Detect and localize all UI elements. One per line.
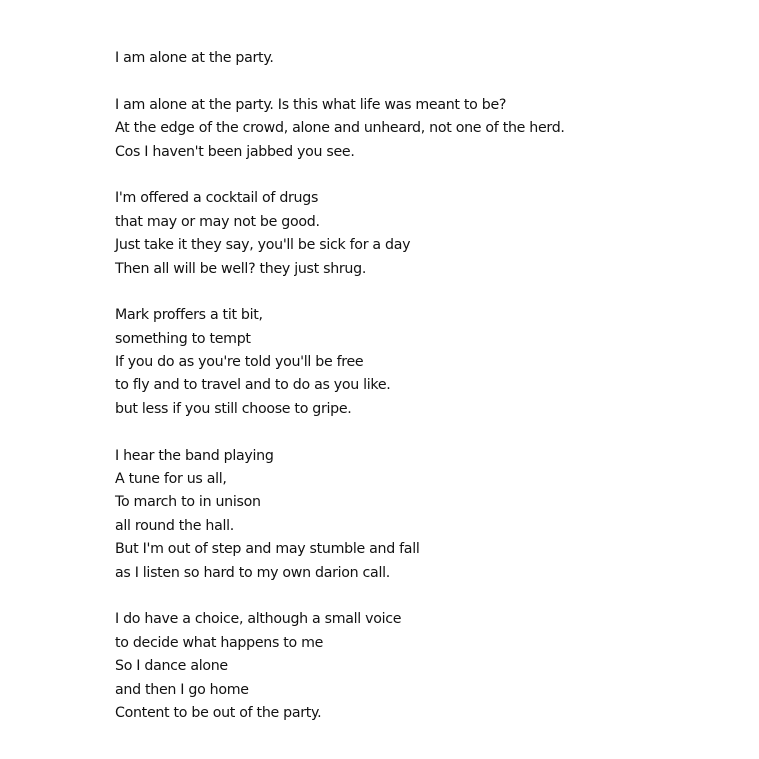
stanza-gap	[115, 70, 735, 93]
poem-line: But I'm out of step and may stumble and fall	[115, 541, 420, 558]
poem-line: something to tempt	[115, 330, 251, 347]
poem-line: Content to be out of the party.	[115, 704, 322, 721]
poem-line: At the edge of the crowd, alone and unheard, not one of the herd.	[115, 120, 565, 137]
poem-line: that may or may not be good.	[115, 213, 320, 230]
poem-line: and then I go home	[115, 681, 249, 698]
poem-line: So I dance alone	[115, 658, 228, 675]
poem-line: but less if you still choose to gripe.	[115, 400, 352, 417]
poem-line: I do have a choice, although a small voice	[115, 611, 402, 628]
stanza-gap	[115, 164, 735, 187]
stanza-gap	[115, 421, 735, 444]
poem-line: I hear the band playing	[115, 447, 274, 464]
poem-line: A tune for us all,	[115, 471, 227, 488]
poem-line: to fly and to travel and to do as you like.	[115, 377, 391, 394]
poem-line: To march to in unison	[115, 494, 261, 511]
poem-line: I am alone at the party. Is this what life was meant to be?	[115, 96, 507, 113]
poem-line: Just take it they say, you'll be sick for a day	[115, 237, 411, 254]
poem-body	[115, 47, 735, 725]
poem-line: all round the hall.	[115, 517, 234, 534]
poem-title: I am alone at the party.	[115, 50, 274, 66]
poem-line: I'm offered a cocktail of drugs	[115, 190, 319, 207]
poem-line: If you do as you're told you'll be free	[115, 354, 364, 371]
stanza-gap	[115, 585, 735, 608]
poem-line: Mark proffers a tit bit,	[115, 307, 263, 324]
poem-line: to decide what happens to me	[115, 634, 324, 651]
stanza-gap	[115, 281, 735, 304]
poem-line: as I listen so hard to my own darion call.	[115, 564, 390, 581]
poem-line: Cos I haven't been jabbed you see.	[115, 143, 355, 160]
poem-line: Then all will be well? they just shrug.	[115, 260, 367, 277]
